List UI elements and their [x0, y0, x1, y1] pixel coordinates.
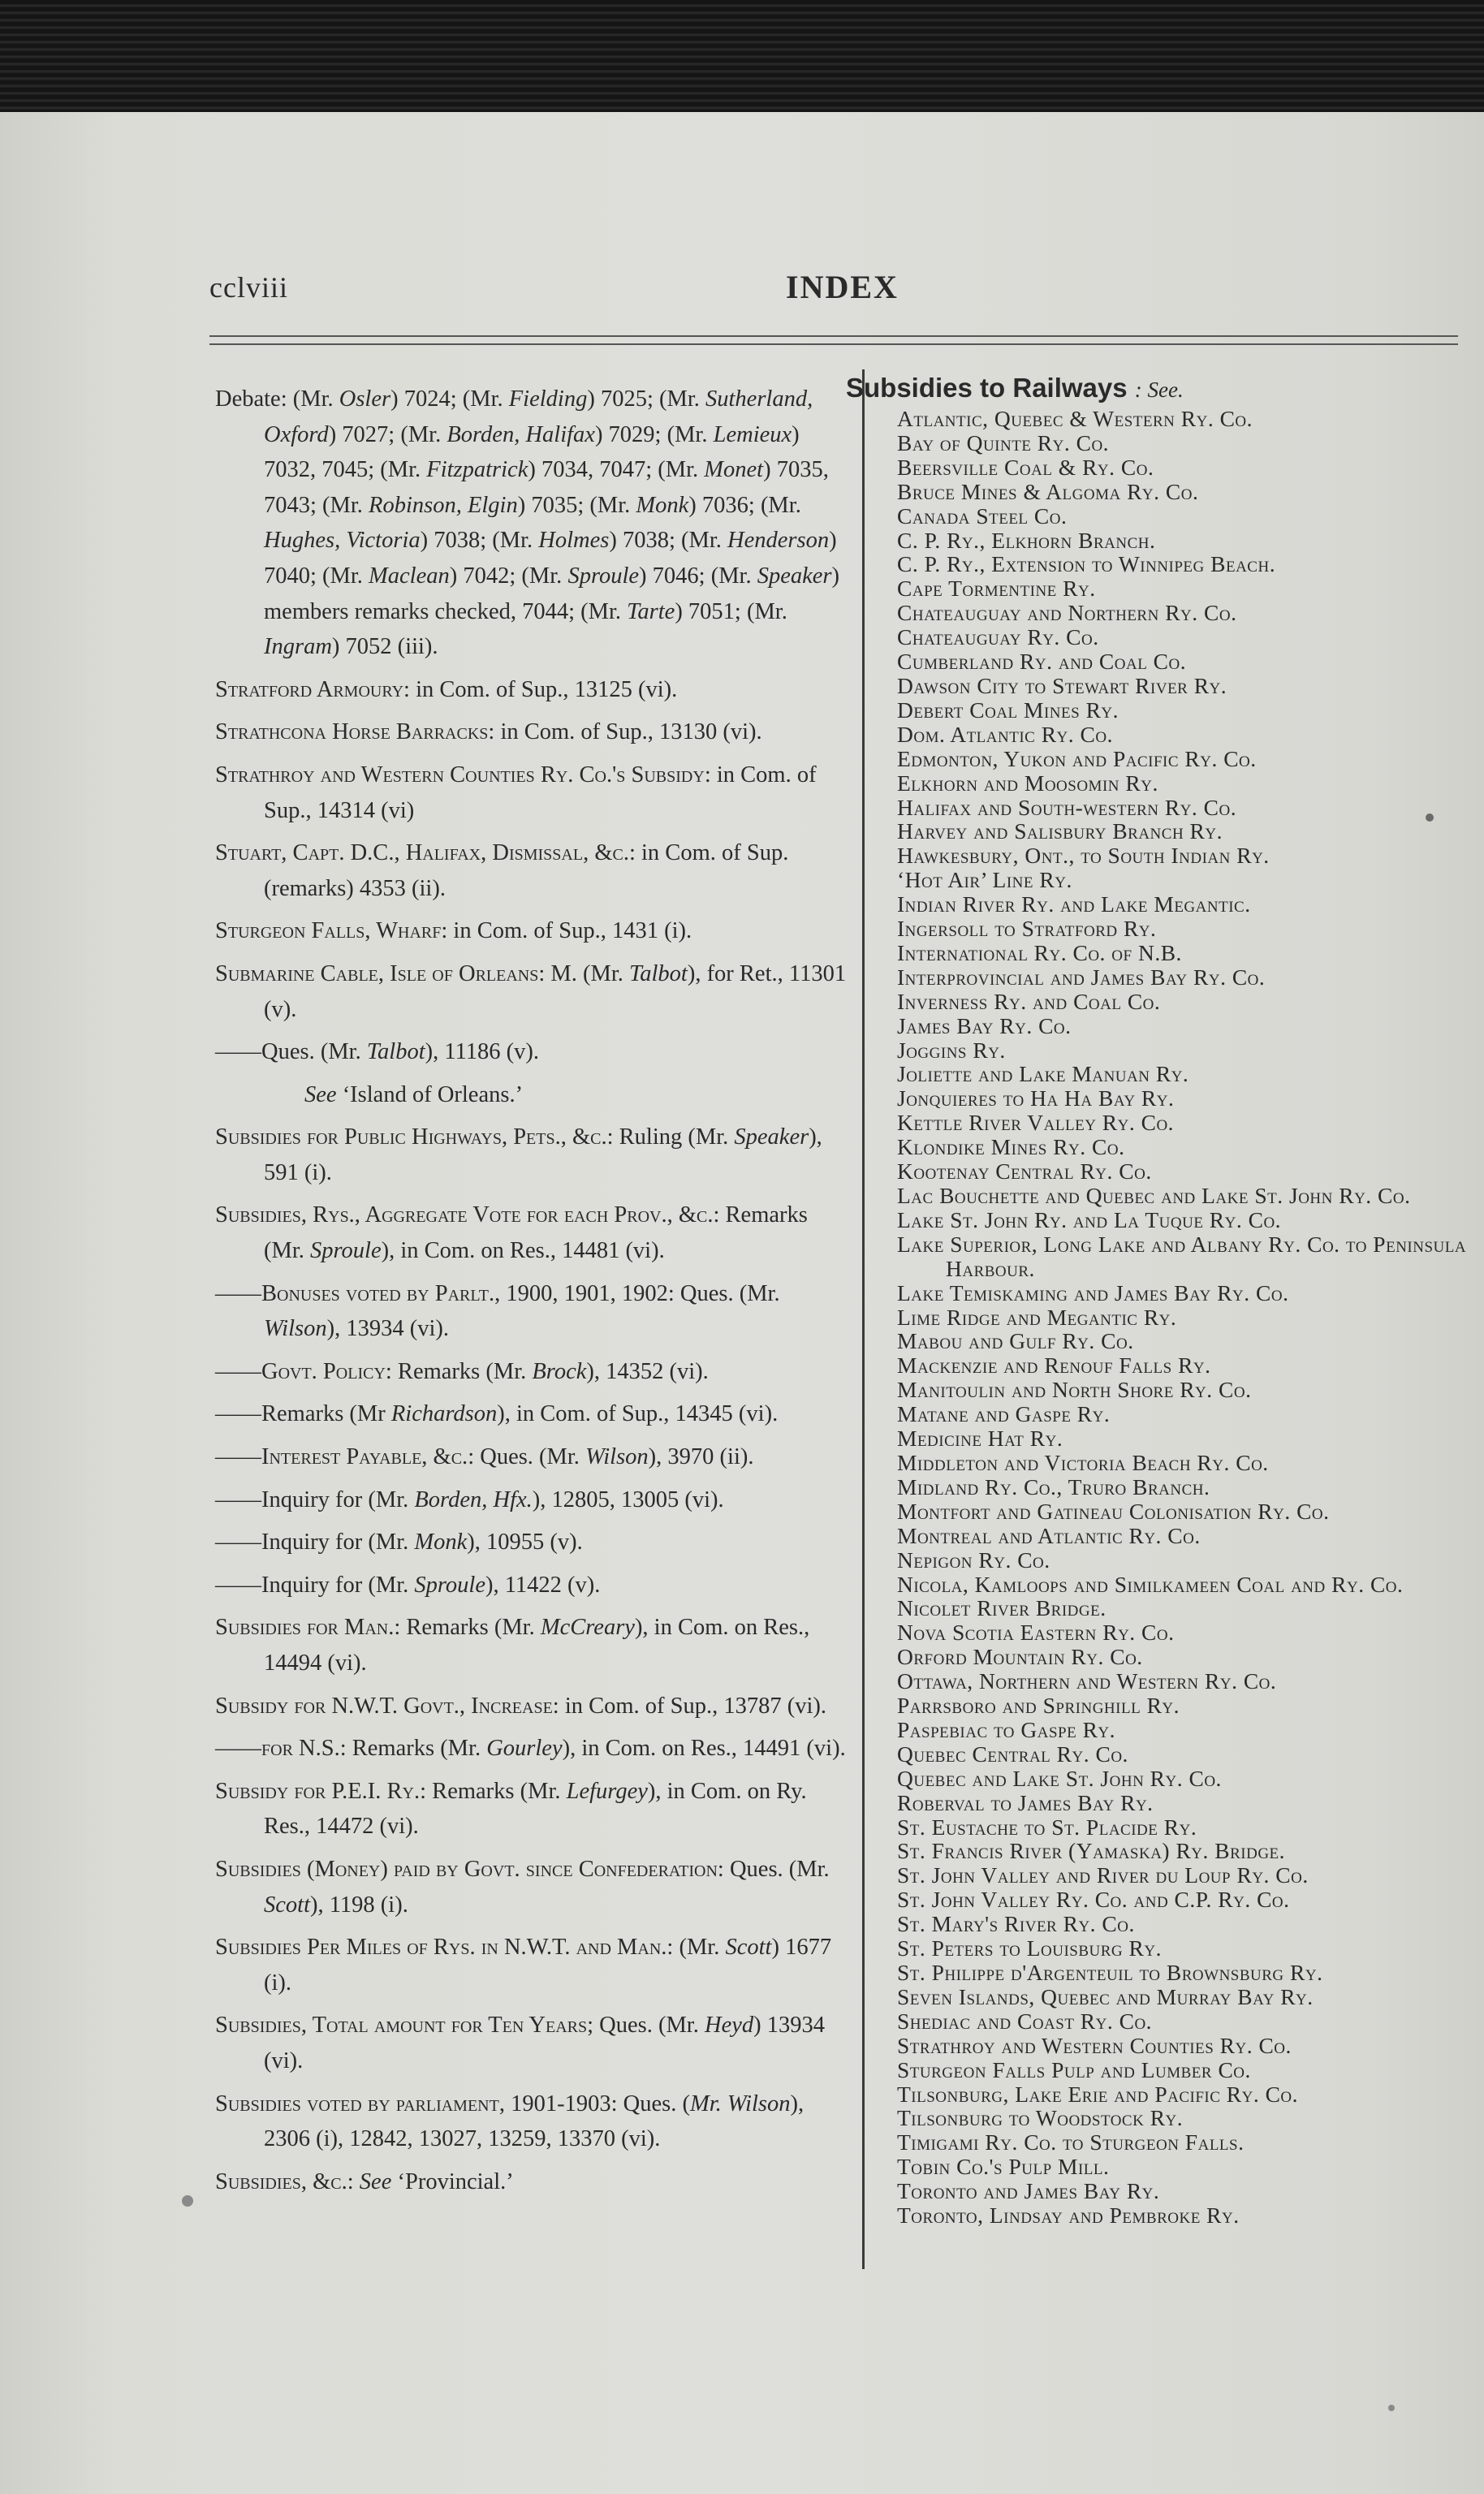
index-entry [215, 2008, 850, 2078]
index-entry [215, 1197, 850, 1268]
railway-item: Lime Ridge and Megantic Ry. [897, 1304, 1177, 1330]
entry-text: ) 1677 (i). [264, 1935, 832, 1996]
entry-text: ), 12805, 13005 (vi). [532, 1486, 724, 1512]
entry-text: ), for Ret., 11301 (v). [264, 960, 847, 1022]
railway-item: Lake Superior, Long Lake and Albany Ry. Co. to Peninsula Harbour. [897, 1231, 1467, 1281]
entry-text: : in Com. of Sup., 13125 (vi). [403, 676, 678, 702]
index-entry [215, 1354, 850, 1390]
index-entry [215, 1610, 850, 1681]
railway-item: Ingersoll to Stratford Ry. [897, 916, 1157, 942]
railway-item: Montreal and Atlantic Ry. Co. [897, 1522, 1201, 1548]
railway-item: St. Eustache to St. Placide Ry. [897, 1814, 1197, 1840]
entry-italic-text: Speaker [757, 563, 832, 589]
railway-item: Lake St. John Ry. and La Tuque Ry. Co. [897, 1206, 1282, 1232]
entry-text: ), 13934 (vi). [326, 1316, 449, 1342]
index-entry [215, 2164, 850, 2200]
entry-italic-text: Talbot [629, 960, 688, 986]
entry-italic-text: McCreary [540, 1615, 635, 1641]
entry-text: ), in Com. on Res., 14481 (vi). [381, 1238, 665, 1264]
header-rule [209, 335, 1458, 337]
entry-text: : Ruling (Mr. [606, 1124, 735, 1150]
entry-italic-text: Ingram [264, 634, 332, 660]
entry-text: ), 10955 (v). [467, 1530, 583, 1556]
entry-text: ‘Island of Orleans.’ [336, 1081, 524, 1107]
railway-item: Halifax and South-western Ry. Co. [897, 794, 1237, 820]
railway-item: Kettle River Valley Ry. Co. [897, 1110, 1175, 1136]
entry-text: ——Inquiry for (Mr. [215, 1486, 415, 1512]
entry-heading-text: for N.S. [261, 1736, 340, 1762]
railway-item: Chateauguay and Northern Ry. Co. [897, 600, 1237, 626]
railway-item: Strathroy and Western Counties Ry. Co. [897, 2032, 1292, 2058]
entry-text: ), in Com. of Sup., 14345 (vi). [497, 1401, 779, 1427]
entry-text: ), in Com. on Res., 14494 (vi). [264, 1615, 810, 1676]
entry-text: ) members remarks checked, 7044; (Mr. [264, 563, 840, 624]
entry-heading-text: Strathcona Horse Barracks [215, 719, 489, 745]
entry-text: ) 7040; (Mr. [264, 528, 837, 589]
entry-text: ) 7034, 7047; (Mr. [528, 457, 705, 483]
entry-text: : Remarks (Mr. [394, 1615, 541, 1641]
entry-italic-text: Osler [339, 386, 391, 412]
ink-spot [1426, 813, 1434, 822]
railway-item: Matane and Gaspe Ry. [897, 1401, 1111, 1427]
railway-item: Nova Scotia Eastern Ry. Co. [897, 1620, 1175, 1646]
railway-item: Lac Bouchette and Quebec and Lake St. John Ry. Co. [897, 1183, 1411, 1208]
railway-item: Nicola, Kamloops and Similkameen Coal and Ry. Co. [897, 1571, 1404, 1597]
railway-item: Lake Temiskaming and James Bay Ry. Co. [897, 1279, 1289, 1305]
railway-list [846, 407, 1479, 2228]
railway-item: C. P. Ry., Extension to Winnipeg Beach. [897, 551, 1276, 577]
entry-text: ), 3970 (ii). [648, 1444, 754, 1470]
railway-item: Joggins Ry. [897, 1037, 1006, 1063]
railway-item: Montfort and Gatineau Colonisation Ry. Co. [897, 1498, 1330, 1524]
ink-spot [182, 2195, 193, 2207]
railway-item: Harvey and Salisbury Branch Ry. [897, 818, 1223, 844]
index-entry [215, 913, 850, 949]
entry-text: : (Mr. [667, 1935, 726, 1961]
railway-item: Seven Islands, Quebec and Murray Bay Ry. [897, 1983, 1314, 2009]
index-entry-debate [215, 382, 850, 665]
railway-item: Medicine Hat Ry. [897, 1426, 1063, 1452]
entry-text: ‘Provincial.’ [391, 2168, 514, 2194]
entry-italic-text: Scott [725, 1935, 772, 1961]
entry-heading-text: Subsidies for Public Highways, Pets., &c. [215, 1124, 607, 1150]
entry-text: ), 1198 (i). [310, 1892, 408, 1918]
entry-text: : Ques. (Mr. [717, 1856, 830, 1882]
railway-item: Orford Mountain Ry. Co. [897, 1644, 1143, 1670]
entry-italic-text: Richardson [390, 1401, 498, 1427]
entry-text: ; Ques. (Mr. [587, 2013, 705, 2039]
index-entry [215, 956, 850, 1027]
railway-item: Middleton and Victoria Beach Ry. Co. [897, 1449, 1269, 1475]
railway-item: Hawkesbury, Ont., to South Indian Ry. [897, 843, 1270, 869]
entry-heading-text: Subsidies, Rys., Aggregate Vote for each Prov., &c. [215, 1202, 714, 1228]
entry-text: : in Com. of Sup., 14314 (vi) [264, 762, 817, 823]
index-entry [215, 1439, 850, 1475]
entry-text: ), in Com. on Ry. Res., 14472 (vi). [264, 1778, 807, 1840]
railway-item: Beersville Coal & Ry. Co. [897, 454, 1154, 480]
entry-heading-text: Subsidies (Money) paid by Govt. since Confederation [215, 1856, 718, 1882]
entry-heading-text: Stuart, Capt. D.C., Halifax, Dismissal, &c. [215, 840, 629, 866]
railway-item: Timigami Ry. Co. to Sturgeon Falls. [897, 2129, 1245, 2155]
running-title: INDEX [786, 269, 899, 305]
entry-heading-text: Subsidies, &c. [215, 2168, 347, 2194]
railway-item: Sturgeon Falls Pulp and Lumber Co. [897, 2056, 1251, 2082]
entry-text: ), 2306 (i), 12842, 13027, 13259, 13370 (vi). [264, 2091, 805, 2152]
entry-italic-text: Monk [636, 492, 689, 518]
railway-item: Quebec Central Ry. Co. [897, 1741, 1128, 1767]
index-entry [215, 835, 850, 906]
index-entry [215, 1852, 850, 1922]
index-entry [215, 1482, 850, 1518]
entry-italic-text: Lefurgey [566, 1778, 648, 1804]
entry-text: ) 7038; (Mr. [609, 528, 728, 554]
railway-item: Indian River Ry. and Lake Megantic. [897, 891, 1251, 917]
railway-item: Ottawa, Northern and Western Ry. Co. [897, 1668, 1277, 1694]
entry-text: ) 7024; (Mr. [390, 386, 509, 412]
entry-text: , 1901-1903: Ques. ( [498, 2091, 690, 2116]
entry-text: —— [215, 1280, 261, 1306]
railway-item: Bruce Mines & Algoma Ry. Co. [897, 478, 1199, 504]
entry-heading-text: Subsidies voted by parliament [215, 2091, 499, 2116]
entry-italic-text: Borden, Hfx. [414, 1486, 533, 1512]
entry-italic-text: Henderson [727, 528, 830, 554]
entry-heading-text: Subsidies Per Miles of Rys. in N.W.T. and Man. [215, 1935, 667, 1961]
entry-italic-text: Robinson, Elgin [369, 492, 518, 518]
entry-italic-text: Sproule [310, 1238, 382, 1264]
railway-item: C. P. Ry., Elkhorn Branch. [897, 527, 1156, 553]
entry-italic-text: Gourley [486, 1736, 563, 1762]
entry-text: ) 7029; (Mr. [594, 421, 714, 447]
entry-text: ——Inquiry for (Mr. [215, 1530, 415, 1556]
railway-item: St. Francis River (Yamaska) Ry. Bridge. [897, 1838, 1286, 1864]
railway-item: Shediac and Coast Ry. Co. [897, 2008, 1153, 2034]
entry-text: : Remarks (Mr. [385, 1358, 533, 1384]
entry-text: ) 7051; (Mr. [675, 598, 787, 624]
railway-item: St. John Valley Ry. Co. and C.P. Ry. Co. [897, 1887, 1290, 1913]
entry-text: : Remarks (Mr. [339, 1736, 487, 1762]
section-heading [846, 371, 1479, 407]
entry-text: : in Com. of Sup., 1431 (i). [441, 918, 692, 944]
railway-item: Midland Ry. Co., Truro Branch. [897, 1474, 1210, 1499]
entry-italic-text: See [359, 2168, 392, 2194]
entry-text: ) 7052 (iii). [331, 634, 438, 660]
index-entry [215, 1568, 850, 1603]
index-entry [215, 1774, 850, 1845]
railway-item: Paspebiac to Gaspe Ry. [897, 1716, 1116, 1742]
entry-italic-text: Borden, Halifax [446, 421, 595, 447]
entry-text: : in Com. of Sup., 13787 (vi). [552, 1693, 827, 1719]
entry-text: —— [215, 1736, 261, 1762]
entry-text: —— [215, 1358, 261, 1384]
railway-item: Elkhorn and Moosomin Ry. [897, 770, 1158, 796]
railway-item: Tilsonburg to Woodstock Ry. [897, 2105, 1184, 2131]
railway-item: St. John Valley and River du Loup Ry. Co. [897, 1862, 1309, 1888]
railway-item: Tobin Co.'s Pulp Mill. [897, 2154, 1110, 2180]
left-column [215, 382, 850, 2207]
index-entry [215, 757, 850, 828]
entry-text: ) 7036; (Mr. [688, 492, 801, 518]
ink-spot [1388, 2405, 1395, 2411]
entry-italic-text: Heyd [704, 2013, 754, 2039]
index-entry [215, 2086, 850, 2157]
railway-item: Quebec and Lake St. John Ry. Co. [897, 1765, 1222, 1791]
right-column [846, 371, 1479, 2228]
entry-text: ) 7035, 7043; (Mr. [264, 457, 829, 518]
entry-text: ) 7042; (Mr. [449, 563, 568, 589]
railway-item: St. Peters to Louisburg Ry. [897, 1935, 1162, 1961]
entry-italic-text: Monk [414, 1530, 468, 1556]
railway-item: Klondike Mines Ry. Co. [897, 1134, 1125, 1160]
entry-italic-text: Mr. Wilson [689, 2091, 791, 2116]
railway-item: Dawson City to Stewart River Ry. [897, 672, 1227, 698]
entry-text: : Remarks (Mr. [264, 1202, 808, 1264]
entry-text: ) 13934 (vi). [264, 2013, 825, 2073]
railway-item: James Bay Ry. Co. [897, 1012, 1072, 1038]
entry-heading-text: Subsidies for Man. [215, 1615, 395, 1641]
entry-italic-text: Scott [264, 1892, 310, 1918]
entry-text: : in Com. of Sup., 13130 (vi). [488, 719, 762, 745]
railway-item: Dom. Atlantic Ry. Co. [897, 721, 1113, 747]
heading-text: Subsidies to Railways [846, 373, 1128, 403]
entry-heading-text: Subsidy for P.E.I. Ry. [215, 1778, 421, 1804]
index-entry [215, 1120, 850, 1190]
railway-item: Toronto, Lindsay and Pembroke Ry. [897, 2203, 1240, 2229]
page-number: cclviii [209, 271, 288, 304]
entry-text: ——Remarks (Mr [215, 1401, 391, 1427]
entry-text: (Mr. [287, 386, 339, 412]
entry-heading-text: Bonuses voted by Parlt. [261, 1280, 495, 1306]
entry-italic-text: Fitzpatrick [426, 457, 528, 483]
entry-italic-text: Sutherland, Oxford [264, 386, 813, 447]
index-entry [215, 1077, 850, 1113]
railway-item: International Ry. Co. of N.B. [897, 939, 1182, 965]
entry-text: ), 11422 (v). [485, 1572, 601, 1598]
entry-text: : in Com. of Sup. (remarks) 4353 (ii). [264, 840, 789, 901]
entry-text: ), 11186 (v). [425, 1039, 540, 1065]
index-entry [215, 1276, 850, 1347]
index-entry [215, 1034, 850, 1070]
entry-italic-text: Wilson [264, 1316, 327, 1342]
entry-italic-text: Sproule [414, 1572, 485, 1598]
index-entry [215, 714, 850, 750]
railway-item: Mabou and Gulf Ry. Co. [897, 1328, 1134, 1354]
entry-italic-text: Tarte [627, 598, 675, 624]
entry-heading-text: Sturgeon Falls, Wharf [215, 918, 442, 944]
entry-italic-text: Wilson [585, 1444, 649, 1470]
entry-text: —— [215, 1444, 261, 1470]
entry-heading-text: Stratford Armoury [215, 676, 404, 702]
railway-item: Nepigon Ry. Co. [897, 1547, 1050, 1573]
entry-text: ) 7046; (Mr. [639, 563, 757, 589]
scan-top-border [0, 0, 1484, 112]
entry-text: ) 7027; (Mr. [328, 421, 447, 447]
railway-item: Manitoulin and North Shore Ry. Co. [897, 1377, 1252, 1403]
railway-item: Parrsboro and Springhill Ry. [897, 1693, 1180, 1719]
entry-italic-text: Monet [704, 457, 764, 483]
entry-heading-text: Subsidies, Total amount for Ten Years [215, 2013, 588, 2039]
railway-item: Mackenzie and Renouf Falls Ry. [897, 1353, 1211, 1379]
entry-italic-text: Maclean [369, 563, 450, 589]
entry-text: ) 7038; (Mr. [420, 528, 539, 554]
railway-item: Jonquieres to Ha Ha Bay Ry. [897, 1085, 1175, 1111]
entry-text: ), in Com. on Res., 14491 (vi). [562, 1736, 846, 1762]
railway-item: Toronto and James Bay Ry. [897, 2178, 1160, 2204]
entry-italic-text: Sproule [567, 563, 640, 589]
railway-item: Joliette and Lake Manuan Ry. [897, 1061, 1189, 1087]
index-entry [215, 1396, 850, 1432]
entry-text: : M. (Mr. [538, 960, 629, 986]
entry-italic-text: Fielding [508, 386, 588, 412]
entry-text: : Ques. (Mr. [468, 1444, 586, 1470]
entry-italic-text: See [304, 1081, 337, 1107]
index-entry [215, 1731, 850, 1767]
entry-heading-text: Govt. Policy [261, 1358, 386, 1384]
entry-heading-text: Subsidy for N.W.T. Govt., Increase [215, 1693, 553, 1719]
index-entry [215, 672, 850, 708]
index-entry [215, 1525, 850, 1560]
entry-italic-text: Lemieux [713, 421, 792, 447]
entry-text: ) 7035; (Mr. [517, 492, 636, 518]
entry-text: , 1900, 1901, 1902: Ques. (Mr. [494, 1280, 780, 1306]
index-entry [215, 1689, 850, 1724]
railway-item: Kootenay Central Ry. Co. [897, 1159, 1152, 1184]
railway-item: Roberval to James Bay Ry. [897, 1789, 1154, 1815]
railway-item: Bay of Quinte Ry. Co. [897, 429, 1110, 455]
entry-lead: Debate: [215, 386, 287, 412]
entry-italic-text: Holmes [538, 528, 610, 554]
index-entries [215, 672, 850, 2200]
entry-text: : Remarks (Mr. [420, 1778, 567, 1804]
railway-item: Cumberland Ry. and Coal Co. [897, 649, 1187, 675]
see-reference: : See. [1134, 378, 1184, 402]
header-rule [209, 343, 1458, 345]
railway-item: Tilsonburg, Lake Erie and Pacific Ry. Co. [897, 2081, 1299, 2107]
railway-item: St. Mary's River Ry. Co. [897, 1911, 1135, 1937]
railway-item: Chateauguay Ry. Co. [897, 624, 1099, 650]
railway-item: Inverness Ry. and Coal Co. [897, 988, 1161, 1014]
entry-text: ), 14352 (vi). [586, 1358, 709, 1384]
entry-italic-text: Hughes, Victoria [264, 528, 421, 554]
railway-item: Atlantic, Quebec & Western Ry. Co. [897, 406, 1253, 431]
entry-text: ——Inquiry for (Mr. [215, 1572, 415, 1598]
entry-text: ) 7025; (Mr. [587, 386, 706, 412]
entry-italic-text: Talbot [366, 1039, 425, 1065]
entry-text: ——Ques. (Mr. [215, 1039, 367, 1065]
entry-italic-text: Speaker [734, 1124, 809, 1150]
railway-item: Cape Tormentine Ry. [897, 576, 1096, 602]
entry-text: : [347, 2168, 360, 2194]
entry-heading-text: Submarine Cable, Isle of Orleans [215, 960, 539, 986]
railway-item: Edmonton, Yukon and Pacific Ry. Co. [897, 745, 1257, 771]
entry-text: ), 591 (i). [264, 1124, 822, 1185]
entry-text: ) 7032, 7045; (Mr. [264, 421, 800, 483]
entry-heading-text: Strathroy and Western Counties Ry. Co.'s Subsidy [215, 762, 705, 787]
railway-item: Nicolet River Bridge. [897, 1595, 1107, 1621]
entry-body [264, 386, 839, 659]
entry-heading-text: Interest Payable, &c. [261, 1444, 468, 1470]
railway-item: Debert Coal Mines Ry. [897, 697, 1119, 723]
entry-italic-text: Brock [532, 1358, 587, 1384]
railway-item: Canada Steel Co. [897, 503, 1068, 529]
railway-item: ‘Hot Air’ Line Ry. [897, 867, 1072, 893]
railway-item: St. Philippe d'Argenteuil to Brownsburg Ry. [897, 1960, 1323, 1985]
railway-item: Interprovincial and James Bay Ry. Co. [897, 964, 1266, 990]
index-entry [215, 1930, 850, 2000]
